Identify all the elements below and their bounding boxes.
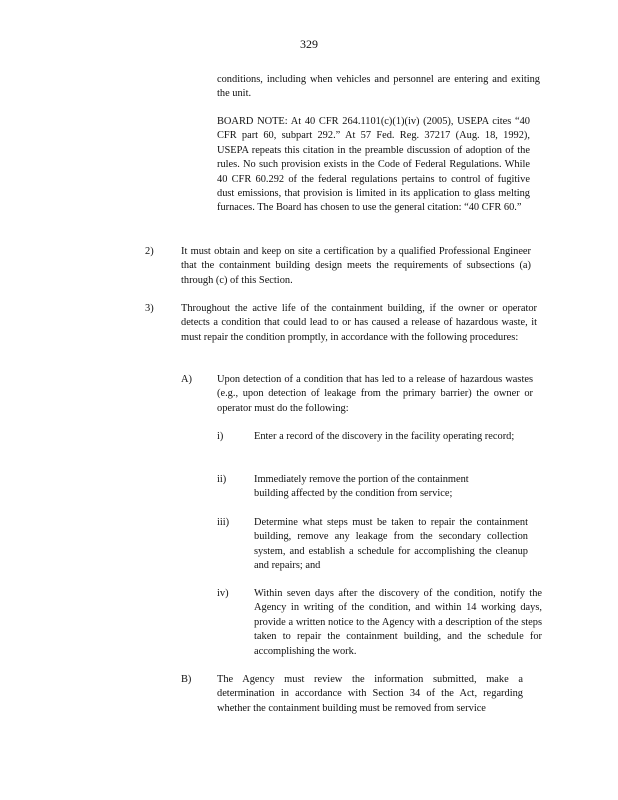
item-3-text: Throughout the active life of the containment building, if the owner or operator detects a condition that could lead to or has caused a release of hazardous waste, it must repair the condition promptly, in accordance with the following procedures: xyxy=(181,303,537,343)
item-2-marker: 2) xyxy=(145,246,154,257)
step-iv-paragraph xyxy=(254,587,542,659)
step-i-text: Enter a record of the discovery in the facility operating record; xyxy=(254,431,515,442)
step-iii-text: Determine what steps must be taken to repair the containment building, remove any leakage from the secondary collection system, and establish a schedule for accomplishing the cleanup and repairs; and xyxy=(254,517,528,572)
subitem-b-marker: B) xyxy=(181,674,192,685)
step-ii-marker: ii) xyxy=(217,474,227,485)
board-note-text: BOARD NOTE: At 40 CFR 264.1101(c)(1)(iv) (2005), USEPA cites “40 CFR part 60, subpart 292.” At 57 Fed. Reg. 37217 (Aug. 18, 1992), USEPA repeats this citation in the preamble discussion of adoption of the rules. No such provision exists in the Code of Federal Regulations. While 40 CFR 60.292 of the federal regulations pertains to control of fugitive dust emissions, that provision is limited in its application to glass melting furnaces. The Board has chosen to use the general citation: “40 CFR 60.” xyxy=(217,116,530,214)
step-iv-text: Within seven days after the discovery of the condition, notify the Agency in writing of the condition, and within 14 working days, provide a written notice to the Agency with a description of the steps taken to repair the containment building, and the schedule for accomplishing the work. xyxy=(254,588,542,657)
step-i-marker: i) xyxy=(217,431,224,442)
step-ii-paragraph xyxy=(254,473,499,502)
step-ii-text: Immediately remove the portion of the containment building affected by the condition from service; xyxy=(254,474,469,500)
page-number: 329 xyxy=(300,37,318,51)
step-iii-marker: iii) xyxy=(217,517,230,528)
subitem-a-marker: A) xyxy=(181,374,192,385)
subitem-b-paragraph xyxy=(217,673,523,716)
continuation-paragraph xyxy=(217,73,540,102)
item-2-paragraph xyxy=(181,245,531,288)
subitem-a-text: Upon detection of a condition that has led to a release of hazardous wastes (e.g., upon detection of leakage from the primary barrier) the owner or operator must do the following: xyxy=(217,374,533,414)
item-2-text: It must obtain and keep on site a certification by a qualified Professional Engineer that the containment building design meets the requirements of subsections (a) through (c) of this Section. xyxy=(181,246,531,286)
step-iv-marker: iv) xyxy=(217,588,229,599)
item-3-paragraph xyxy=(181,302,537,345)
step-i-paragraph xyxy=(254,430,524,444)
subitem-b-text: The Agency must review the information submitted, make a determination in accordance with Section 34 of the Act, regarding whether the containment building must be removed from service xyxy=(217,674,523,714)
item-3-marker: 3) xyxy=(145,303,154,314)
continuation-text: conditions, including when vehicles and personnel are entering and exiting the unit. xyxy=(217,74,540,100)
step-iii-paragraph xyxy=(254,516,528,574)
board-note xyxy=(217,115,530,216)
subitem-a-paragraph xyxy=(217,373,533,416)
